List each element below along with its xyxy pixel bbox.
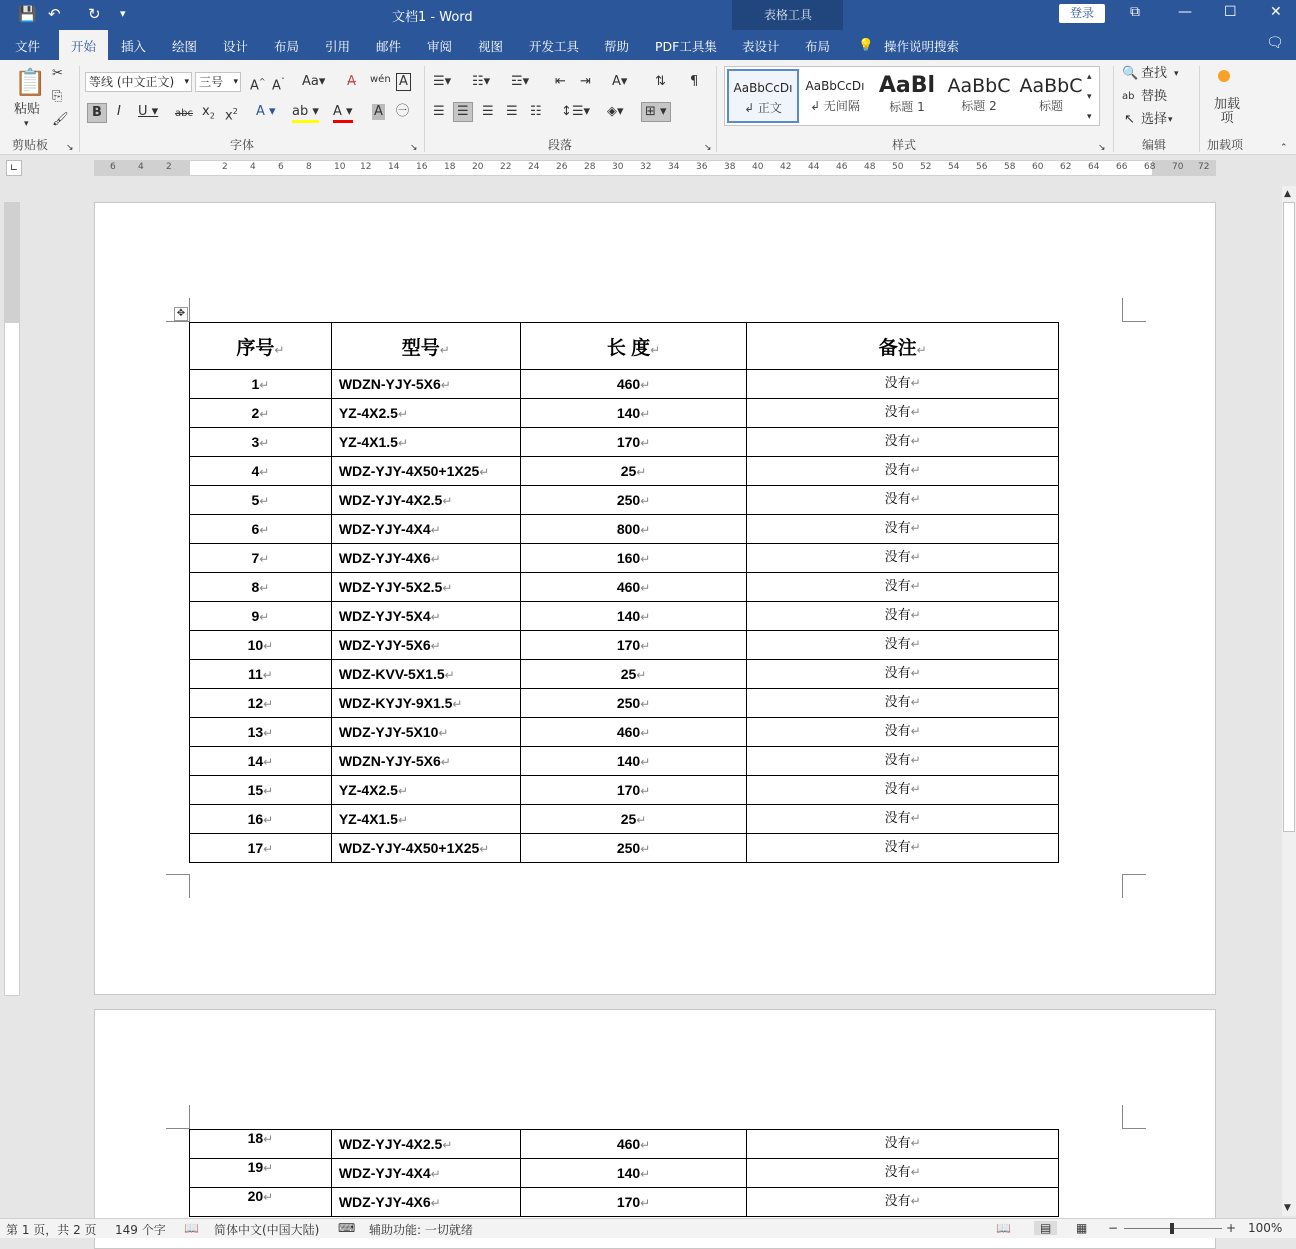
ribbon (0, 60, 1296, 155)
ruler-label: 4 (250, 162, 256, 172)
decrease-indent-icon[interactable]: ⇤ (555, 74, 566, 89)
cell-length[interactable]: 800↵ (520, 515, 747, 544)
font-size-select[interactable]: 三号 ▾ (195, 72, 241, 92)
tab-design[interactable]: 设计 (223, 39, 249, 54)
strikethrough-button[interactable]: abc (175, 108, 193, 119)
cell-index[interactable]: 12↵ (190, 689, 332, 718)
table-row (190, 660, 1059, 689)
find-button[interactable]: 查找 (1141, 66, 1168, 81)
ribbon-display-icon[interactable]: ⧉ (1130, 4, 1140, 20)
cell-length[interactable]: 250↵ (520, 486, 747, 515)
cell-remark[interactable]: 没有↵ (747, 1130, 1059, 1159)
tab-insert[interactable]: 插入 (121, 39, 147, 54)
subscript-button[interactable]: $x_2$ (202, 104, 215, 121)
font-color-icon[interactable]: A ▾ (333, 104, 353, 123)
addins-group-label: 加载项 (1207, 138, 1244, 152)
align-right-icon[interactable]: ☰ (482, 104, 494, 119)
cell-model[interactable]: WDZ-YJY-5X4↵ (331, 602, 520, 631)
cell-remark[interactable]: 没有↵ (747, 602, 1059, 631)
paste-icon[interactable]: 📋 (14, 68, 47, 98)
cell-remark[interactable]: 没有↵ (747, 660, 1059, 689)
align-left-icon[interactable]: ☰ (433, 104, 445, 119)
language[interactable]: 简体中文(中国大陆) (214, 1223, 320, 1237)
proofing-icon[interactable]: 📖 (184, 1221, 199, 1235)
font-launcher-icon[interactable]: ↘ (410, 143, 418, 153)
cell-index[interactable]: 14↵ (190, 747, 332, 776)
tab-selector-icon[interactable]: ∟ (6, 160, 22, 176)
table-row (190, 747, 1059, 776)
table-tools-label: 表格工具 (764, 8, 813, 22)
cell-model[interactable]: YZ-4X2.5↵ (331, 399, 520, 428)
cell-model[interactable]: WDZ-KYJY-9X1.5↵ (331, 689, 520, 718)
ruler-label: 10 (334, 162, 346, 172)
cell-model[interactable]: WDZ-YJY-4X4↵ (331, 1159, 520, 1188)
cell-remark[interactable]: 没有↵ (747, 544, 1059, 573)
text-effects-icon[interactable]: A ▾ (256, 104, 276, 119)
cell-length[interactable]: 25↵ (520, 805, 747, 834)
cell-length[interactable]: 170↵ (520, 1188, 747, 1217)
tab-table-design[interactable]: 表设计 (742, 39, 780, 54)
cell-model[interactable]: WDZ-YJY-4X4↵ (331, 515, 520, 544)
minimize-button[interactable]: — (1178, 4, 1192, 20)
lightbulb-icon: 💡 (858, 37, 874, 52)
character-shading-icon[interactable]: A (374, 104, 383, 119)
margin-corner (1122, 874, 1146, 898)
clipboard-group-label: 剪贴板 (12, 138, 49, 152)
ruler-label: 60 (1032, 162, 1044, 172)
table-row (190, 515, 1059, 544)
grow-font-icon[interactable]: A^ (250, 77, 266, 94)
table-move-handle-icon[interactable]: ✥ (174, 307, 188, 321)
paste-dropdown-icon[interactable]: ▾ (24, 119, 29, 129)
save-icon[interactable]: 💾 (18, 5, 37, 23)
styles-scroll-down-icon[interactable]: ▾ (1087, 92, 1092, 102)
separator (716, 66, 717, 152)
ruler-label: 58 (1004, 162, 1016, 172)
table-row (190, 776, 1059, 805)
zoom-in-icon[interactable]: + (1226, 1221, 1237, 1235)
addins-button[interactable]: 加载项 (1213, 97, 1240, 126)
tab-layout[interactable]: 布局 (274, 39, 300, 54)
ruler-label: 52 (920, 162, 932, 172)
cell-remark[interactable]: 没有↵ (747, 718, 1059, 747)
distributed-icon[interactable]: ☷ (530, 104, 542, 119)
bullets-icon[interactable]: ☰▾ (433, 74, 452, 89)
header-cell[interactable]: 型号↵ (331, 323, 520, 370)
cell-remark[interactable]: 没有↵ (747, 1188, 1059, 1217)
cell-length[interactable]: 460↵ (520, 718, 747, 747)
styles-group-label: 样式 (892, 138, 917, 152)
data-table (189, 322, 1059, 863)
numbering-icon[interactable]: ☷▾ (472, 74, 491, 89)
format-painter-icon[interactable]: 🖌 (52, 112, 69, 127)
ruler-label: 64 (1088, 162, 1100, 172)
cell-index[interactable]: 18↵ (190, 1130, 332, 1159)
cut-icon[interactable]: ✂ (52, 66, 63, 81)
table-row (190, 602, 1059, 631)
scroll-down-icon[interactable]: ▼ (1284, 1203, 1291, 1213)
table-row (190, 805, 1059, 834)
ruler-label: 22 (500, 162, 512, 172)
cell-remark[interactable]: 没有↵ (747, 573, 1059, 602)
clipboard-launcher-icon[interactable]: ↘ (66, 143, 74, 153)
ruler-label: 62 (1060, 162, 1072, 172)
cell-length[interactable]: 460↵ (520, 370, 747, 399)
addins-icon[interactable] (1218, 70, 1230, 82)
cell-length[interactable]: 140↵ (520, 399, 747, 428)
cell-model[interactable]: WDZ-YJY-5X10↵ (331, 718, 520, 747)
cell-index[interactable]: 3↵ (190, 428, 332, 457)
cell-model[interactable]: WDZN-YJY-5X6↵ (331, 370, 520, 399)
table-header-row (190, 323, 1059, 370)
styles-scroll-up-icon[interactable]: ▴ (1087, 72, 1092, 82)
word-count[interactable]: 149 个字 (115, 1223, 166, 1237)
replace-button[interactable]: 替换 (1141, 89, 1168, 104)
ruler-label: 12 (360, 162, 372, 172)
table-row (190, 370, 1059, 399)
cell-remark[interactable]: 没有↵ (747, 689, 1059, 718)
tab-file[interactable]: 文件 (15, 39, 41, 54)
header-cell[interactable]: 长 度↵ (520, 323, 747, 370)
header-cell[interactable]: 序号↵ (190, 323, 332, 370)
tab-help[interactable]: 帮助 (604, 39, 630, 54)
ruler-label: 6 (278, 162, 284, 172)
margin-corner (1122, 1105, 1146, 1129)
tab-pdf-tools[interactable]: PDF工具集 (655, 39, 717, 54)
cell-length[interactable]: 140↵ (520, 602, 747, 631)
tab-home[interactable]: 开始 (59, 30, 108, 60)
select-button[interactable]: 选择 (1141, 112, 1168, 127)
ruler-label: 28 (584, 162, 596, 172)
cell-index[interactable]: 5↵ (190, 486, 332, 515)
select-icon[interactable]: ↖ (1124, 112, 1135, 127)
zoom-slider-thumb[interactable] (1170, 1223, 1174, 1234)
ruler-label: 56 (976, 162, 988, 172)
ruler-label: 68 (1144, 162, 1156, 172)
underline-button[interactable]: U ▾ (138, 104, 159, 119)
ruler-label: 30 (612, 162, 624, 172)
cell-model[interactable]: WDZ-KVV-5X1.5↵ (331, 660, 520, 689)
styles-launcher-icon[interactable]: ↘ (1098, 143, 1106, 153)
margin-corner (166, 874, 190, 898)
copy-icon[interactable]: ⎘ (52, 89, 63, 104)
shading-icon[interactable]: ◈▾ (607, 104, 624, 119)
cell-remark[interactable]: 没有↵ (747, 631, 1059, 660)
undo-icon[interactable]: ↶ (48, 5, 61, 23)
ruler-label: 38 (724, 162, 736, 172)
cell-model[interactable]: WDZ-YJY-5X6↵ (331, 631, 520, 660)
cell-model[interactable]: WDZ-YJY-4X50+1X25↵ (331, 457, 520, 486)
replace-icon[interactable]: ab (1122, 91, 1135, 102)
tab-review[interactable]: 审阅 (427, 39, 453, 54)
ruler-label: 50 (892, 162, 904, 172)
cell-index[interactable]: 7↵ (190, 544, 332, 573)
cell-remark[interactable]: 没有↵ (747, 428, 1059, 457)
show-marks-icon[interactable]: ¶ (690, 74, 699, 89)
ruler-label: 2 (222, 162, 228, 172)
cell-model[interactable]: WDZ-YJY-4X2.5↵ (331, 486, 520, 515)
cell-model[interactable]: YZ-4X1.5↵ (331, 428, 520, 457)
chinese-layout-icon[interactable]: A▾ (612, 74, 628, 89)
vertical-scrollbar[interactable] (1282, 186, 1296, 1216)
ribbon-tabs (0, 30, 1296, 60)
table-row (190, 631, 1059, 660)
scroll-up-icon[interactable]: ▲ (1284, 189, 1291, 199)
ruler-label: 48 (864, 162, 876, 172)
tab-mailings[interactable]: 邮件 (376, 39, 402, 54)
sort-icon[interactable]: ⇅ (655, 74, 666, 89)
close-button[interactable]: ✕ (1270, 4, 1282, 20)
ruler-label: 44 (808, 162, 820, 172)
ruler-label: 70 (1172, 162, 1184, 172)
cell-model[interactable]: WDZ-YJY-5X2.5↵ (331, 573, 520, 602)
cell-index[interactable]: 15↵ (190, 776, 332, 805)
cell-model[interactable]: WDZ-YJY-4X6↵ (331, 1188, 520, 1217)
table-row (190, 1188, 1059, 1217)
table-row (190, 1130, 1059, 1159)
cell-index[interactable]: 1↵ (190, 370, 332, 399)
table-row (190, 457, 1059, 486)
cell-length[interactable]: 250↵ (520, 689, 747, 718)
cell-remark[interactable]: 没有↵ (747, 486, 1059, 515)
ruler-label: 72 (1198, 162, 1210, 172)
cell-model[interactable]: WDZ-YJY-4X50+1X25↵ (331, 834, 520, 863)
cell-remark[interactable]: 没有↵ (747, 834, 1059, 863)
enclose-characters-icon[interactable]: ㊀ (396, 104, 410, 119)
cell-model[interactable]: WDZ-YJY-4X6↵ (331, 544, 520, 573)
cell-index[interactable]: 9↵ (190, 602, 332, 631)
table-row (190, 718, 1059, 747)
tab-references[interactable]: 引用 (325, 39, 351, 54)
margin-corner (166, 1105, 190, 1129)
restore-button[interactable]: ☐ (1224, 4, 1237, 20)
customize-quick-access-icon[interactable]: ▾ (120, 7, 126, 20)
ruler-label: 32 (640, 162, 652, 172)
cell-index[interactable]: 13↵ (190, 718, 332, 747)
ruler-label: 34 (668, 162, 680, 172)
cell-index[interactable]: 10↵ (190, 631, 332, 660)
ruler-label: 16 (416, 162, 428, 172)
line-spacing-icon[interactable]: ↕☰▾ (561, 104, 591, 119)
font-group-label: 字体 (230, 138, 255, 152)
cell-model[interactable]: YZ-4X2.5↵ (331, 776, 520, 805)
collapse-ribbon-icon[interactable]: ⌃ (1280, 143, 1288, 153)
style-no-spacing[interactable]: AaBbCcDı ↲ 无间隔 (805, 79, 865, 113)
ruler-label: 40 (752, 162, 764, 172)
table-row (190, 1159, 1059, 1188)
login-button[interactable]: 登录 (1059, 4, 1105, 23)
cell-index[interactable]: 11↵ (190, 660, 332, 689)
superscript-button[interactable]: $x^2$ (225, 107, 238, 124)
table-row (190, 834, 1059, 863)
tab-developer[interactable]: 开发工具 (529, 39, 580, 54)
zoom-out-icon[interactable]: − (1108, 1221, 1119, 1235)
table-row (190, 428, 1059, 457)
ruler-label: 54 (948, 162, 960, 172)
horizontal-ruler[interactable] (94, 160, 1216, 176)
tell-me-search[interactable]: 操作说明搜索 (884, 39, 960, 54)
ruler-label: 36 (696, 162, 708, 172)
vertical-ruler[interactable] (4, 202, 20, 996)
ruler-label: 6 (110, 162, 116, 172)
ruler-label: 2 (166, 162, 172, 172)
multilevel-list-icon[interactable]: ☲▾ (511, 74, 530, 89)
cell-index[interactable]: 17↵ (190, 834, 332, 863)
styles-gallery (724, 66, 1100, 126)
web-layout-icon[interactable]: ▦ (1076, 1221, 1088, 1235)
style-normal[interactable]: AaBbCcDı ↲ 正文 (727, 69, 799, 123)
character-border-icon[interactable]: A (396, 73, 411, 91)
cell-remark[interactable]: 没有↵ (747, 399, 1059, 428)
cell-index[interactable]: 6↵ (190, 515, 332, 544)
italic-button[interactable]: I (117, 104, 121, 119)
accessibility-status[interactable]: 辅助功能: 一切就绪 (369, 1223, 473, 1237)
cell-length[interactable]: 25↵ (520, 457, 747, 486)
find-icon[interactable]: 🔍 (1122, 66, 1139, 81)
cell-index[interactable]: 8↵ (190, 573, 332, 602)
print-layout-icon[interactable]: ▤ (1034, 1221, 1057, 1235)
ruler-label: 18 (444, 162, 456, 172)
cell-length[interactable]: 170↵ (520, 776, 747, 805)
cell-index[interactable]: 4↵ (190, 457, 332, 486)
title-bar (0, 0, 1296, 30)
input-method-icon[interactable]: ⌨ (338, 1221, 356, 1235)
read-mode-icon[interactable]: 📖 (996, 1221, 1011, 1235)
table-row (190, 544, 1059, 573)
font-name-select[interactable]: 等线 (中文正文) ▾ (85, 72, 192, 92)
ruler-label: 46 (836, 162, 848, 172)
change-case-icon[interactable]: Aa▾ (302, 74, 326, 89)
header-cell[interactable]: 备注↵ (747, 323, 1059, 370)
editing-group-label: 编辑 (1142, 138, 1167, 152)
align-center-icon[interactable]: ☰ (453, 102, 473, 122)
cell-remark[interactable]: 没有↵ (747, 457, 1059, 486)
phonetic-guide-icon[interactable]: wén (370, 74, 391, 85)
cell-remark[interactable]: 没有↵ (747, 1159, 1059, 1188)
page-count[interactable]: 第 1 页，共 2 页 (6, 1223, 97, 1237)
cell-index[interactable]: 2↵ (190, 399, 332, 428)
cell-model[interactable]: YZ-4X1.5↵ (331, 805, 520, 834)
zoom-level[interactable]: 100% (1248, 1221, 1283, 1235)
cell-remark[interactable]: 没有↵ (747, 515, 1059, 544)
shrink-font-icon[interactable]: $A^ˇ$ (272, 77, 285, 94)
clear-formatting-icon[interactable]: A̶ (347, 74, 356, 89)
table-row (190, 399, 1059, 428)
cell-length[interactable]: 460↵ (520, 573, 747, 602)
cell-index[interactable]: 16↵ (190, 805, 332, 834)
cell-remark[interactable]: 没有↵ (747, 370, 1059, 399)
ruler-label: 14 (388, 162, 400, 172)
ruler-label: 24 (528, 162, 540, 172)
tab-view[interactable]: 视图 (478, 39, 504, 54)
style-heading-1[interactable]: AaBl 标题 1 (878, 73, 936, 114)
comments-icon[interactable]: 🗨 (1266, 35, 1284, 51)
status-bar (0, 1218, 1296, 1238)
styles-more-icon[interactable]: ▾ (1087, 112, 1092, 122)
cell-length[interactable]: 460↵ (520, 1130, 747, 1159)
separator (1113, 66, 1114, 152)
highlight-icon[interactable]: ab ▾ (292, 104, 319, 123)
cell-length[interactable]: 160↵ (520, 544, 747, 573)
data-table-continued (189, 1129, 1059, 1217)
ruler-label: 66 (1116, 162, 1128, 172)
cell-length[interactable]: 250↵ (520, 834, 747, 863)
cell-length[interactable]: 140↵ (520, 747, 747, 776)
cell-remark[interactable]: 没有↵ (747, 805, 1059, 834)
tab-draw[interactable]: 绘图 (172, 39, 198, 54)
cell-remark[interactable]: 没有↵ (747, 776, 1059, 805)
find-dropdown-icon[interactable]: ▾ (1174, 69, 1179, 79)
table-row (190, 689, 1059, 718)
cell-index[interactable]: 19↵ (190, 1159, 332, 1188)
borders-icon[interactable]: ⊞ ▾ (641, 102, 671, 122)
increase-indent-icon[interactable]: ⇥ (580, 74, 591, 89)
table-row (190, 573, 1059, 602)
bold-button[interactable]: B (87, 103, 107, 123)
justify-icon[interactable]: ☰ (506, 104, 518, 119)
redo-icon[interactable]: ↻ (88, 5, 101, 23)
cell-remark[interactable]: 没有↵ (747, 747, 1059, 776)
select-dropdown-icon[interactable]: ▾ (1168, 115, 1173, 125)
scrollbar-thumb[interactable] (1283, 202, 1295, 832)
vertical-ruler-margin (5, 203, 19, 323)
ruler-label: 8 (306, 162, 312, 172)
paste-button[interactable]: 粘贴 (14, 102, 41, 117)
style-title[interactable]: AaBbC 标题 (1019, 75, 1083, 113)
cell-length[interactable]: 170↵ (520, 631, 747, 660)
separator (79, 66, 80, 152)
cell-length[interactable]: 170↵ (520, 428, 747, 457)
cell-length[interactable]: 25↵ (520, 660, 747, 689)
table-row (190, 486, 1059, 515)
cell-length[interactable]: 140↵ (520, 1159, 747, 1188)
ruler-label: 42 (780, 162, 792, 172)
ruler-label: 4 (138, 162, 144, 172)
cell-index[interactable]: 20↵ (190, 1188, 332, 1217)
separator (1199, 66, 1200, 152)
ruler-label: 26 (556, 162, 568, 172)
paragraph-group-label: 段落 (548, 138, 573, 152)
window-title: 文档1 - Word (392, 10, 473, 25)
cell-model[interactable]: WDZ-YJY-4X2.5↵ (331, 1130, 520, 1159)
style-heading-2[interactable]: AaBbC 标题 2 (947, 75, 1011, 113)
tab-table-layout[interactable]: 布局 (805, 39, 831, 54)
margin-corner (1122, 298, 1146, 322)
separator (424, 66, 425, 152)
paragraph-launcher-icon[interactable]: ↘ (704, 143, 712, 153)
ruler-label: 20 (472, 162, 484, 172)
cell-model[interactable]: WDZN-YJY-5X6↵ (331, 747, 520, 776)
